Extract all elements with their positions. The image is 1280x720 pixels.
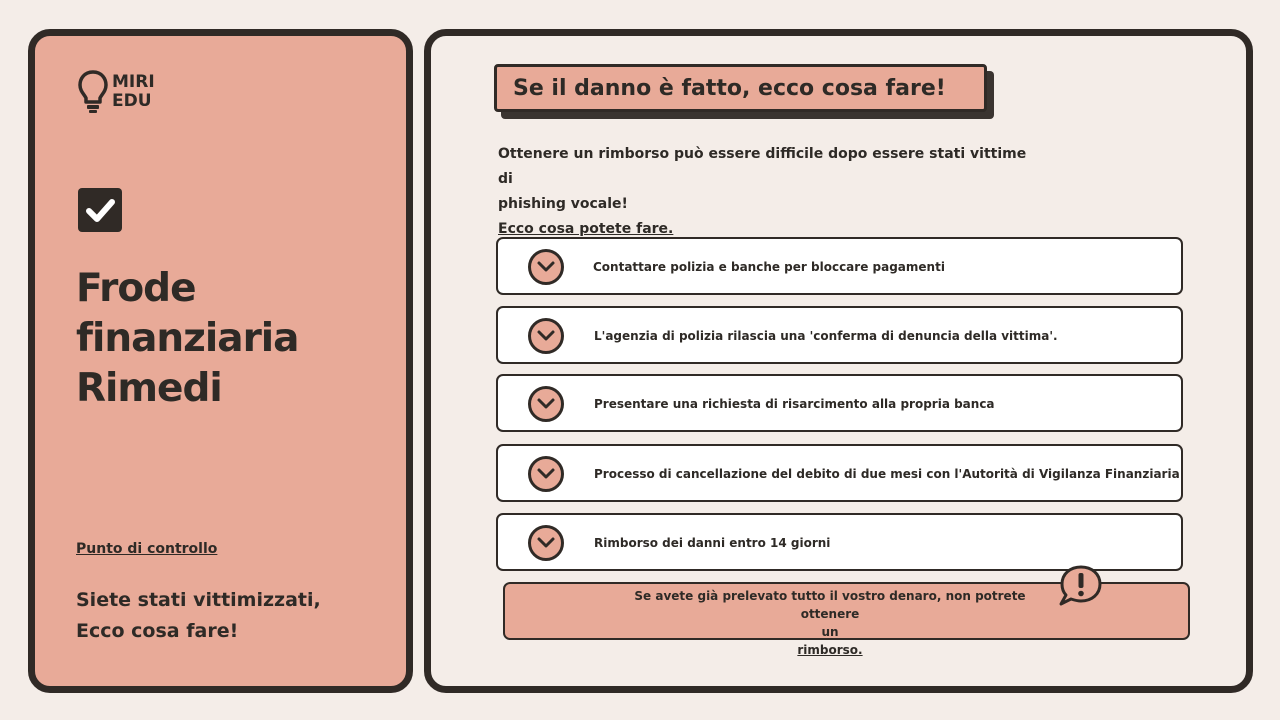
- step-item[interactable]: [496, 444, 1183, 502]
- subtitle-line-2: Ecco cosa fare!: [76, 620, 239, 642]
- subtitle-line-1: Siete stati vittimizzati,: [76, 589, 321, 611]
- left-panel: [28, 29, 413, 693]
- step-text: Processo di cancellazione del debito di due mesi con l'Autorità di Vigilanza Finanziaria: [594, 467, 1180, 481]
- title-line-1: Frode finanziaria: [76, 266, 299, 361]
- step-text: Presentare una richiesta di risarcimento alla propria banca: [594, 397, 995, 411]
- step-item[interactable]: [496, 306, 1183, 364]
- warning-line-1: Se avete già prelevato tutto il vostro denaro, non potrete ottenere: [634, 589, 1026, 621]
- chevron-down-icon[interactable]: [528, 525, 564, 561]
- step-item[interactable]: [496, 513, 1183, 571]
- intro-line-2: phishing vocale!: [498, 196, 628, 212]
- left-subtitle: [76, 585, 321, 647]
- right-panel: [424, 29, 1253, 693]
- title-line-2: Rimedi: [76, 366, 222, 411]
- lightbulb-icon: [77, 69, 109, 115]
- step-text: Rimborso dei danni entro 14 giorni: [594, 536, 831, 550]
- intro-line-1: Ottenere un rimborso può essere difficile dopo essere stati vittime di: [498, 146, 1027, 187]
- logo-line-1: MIRI: [112, 72, 155, 92]
- warning-line-3: rimborso.: [797, 643, 863, 657]
- warning-line-2: un: [821, 625, 839, 639]
- chevron-down-icon[interactable]: [528, 249, 564, 285]
- logo-text: [112, 73, 155, 111]
- step-item[interactable]: [496, 374, 1183, 432]
- checkmark-icon: [78, 188, 122, 232]
- exclamation-speech-icon: [1057, 564, 1105, 610]
- step-item[interactable]: [496, 237, 1183, 295]
- warning-text: [625, 587, 1035, 659]
- logo: [77, 69, 155, 115]
- step-text: L'agenzia di polizia rilascia una 'conferma di denuncia della vittima'.: [594, 329, 1058, 343]
- section-title: Se il danno è fatto, ecco cosa fare!: [494, 64, 987, 112]
- step-text: Contattare polizia e banche per bloccare pagamenti: [593, 260, 945, 274]
- chevron-down-icon[interactable]: [528, 318, 564, 354]
- page-title: [76, 264, 406, 414]
- checkpoint-link[interactable]: Punto di controllo: [76, 541, 218, 557]
- logo-line-2: EDU: [112, 91, 152, 111]
- intro-link[interactable]: Ecco cosa potete fare.: [498, 221, 674, 237]
- chevron-down-icon[interactable]: [528, 386, 564, 422]
- chevron-down-icon[interactable]: [528, 456, 564, 492]
- intro-text: [498, 142, 1038, 242]
